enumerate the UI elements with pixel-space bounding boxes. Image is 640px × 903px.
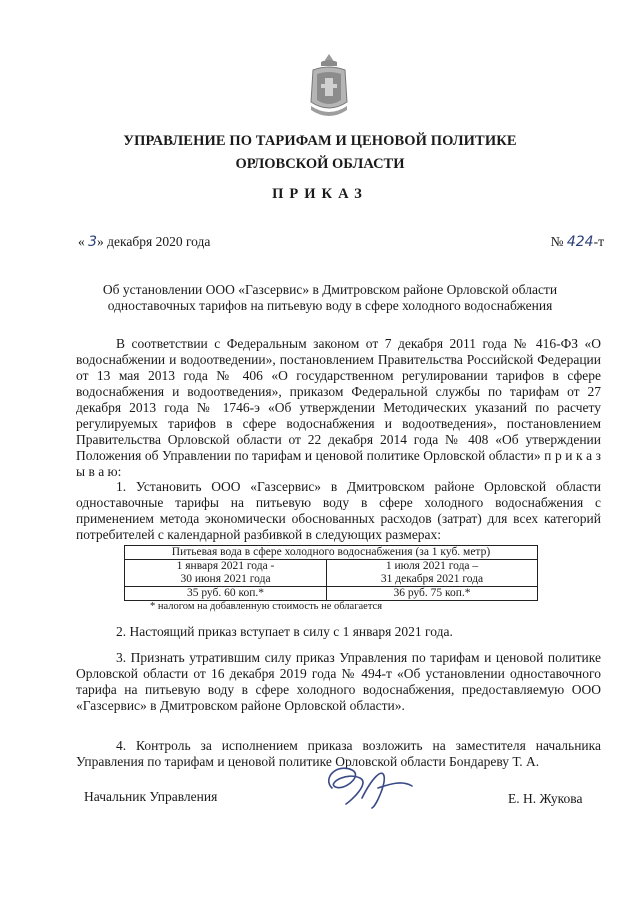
number-suffix: -т — [593, 234, 604, 249]
document-number — [551, 234, 604, 250]
preamble-paragraph: В соответствии с Федеральным законом от 7 декабря 2011 года № 416-ФЗ «О водоснабжении и водоотведении», постановлением Правительства Российской Федерации от 13 мая 2013 года № 406 «О государственном регулировании тарифов в сфере водоснабжения и водоотведения», приказом Федеральной службы по тарифам от 27 декабря 2013 года № 1746-э «Об утверждении Методических указаний по расчету регулируемых тарифов в сфере водоснабжения и водоотведения», постановлением Правительства Орловской области от 22 декабря 2014 года № 408 «Об утверждении Положения об Управлении по тарифам и ценовой политике Орловской области» п р и к а з ы в а ю: — [76, 336, 601, 479]
vat-footnote: * налогом на добавленную стоимость не облагается — [150, 601, 383, 612]
tariff-period-2 — [327, 560, 538, 587]
period-2-end: 31 декабря 2021 года — [380, 573, 484, 585]
document-date — [78, 234, 210, 250]
date-day-handwritten: 3 — [88, 234, 98, 250]
tariff-period-1 — [125, 560, 327, 587]
clause-1-paragraph: 1. Установить ООО «Газсервис» в Дмитровском районе Орловской области одноставочные тарифы на питьевую воду в сфере холодного водоснабжения с применением метода экономически обоснованных расходов (затрат) для всех категорий потребителей с календарной разбивкой в следующих размерах: — [76, 479, 601, 542]
clause-2-paragraph: 2. Настоящий приказ вступает в силу с 1 января 2021 года. — [116, 624, 453, 639]
tariff-price-1: 35 руб. 60 коп.* — [125, 587, 327, 601]
period-1-start: 1 января 2021 года - — [176, 560, 275, 572]
tariff-table-header: Питьевая вода в сфере холодного водоснабжения (за 1 куб. метр) — [125, 546, 538, 560]
period-1-end: 30 июня 2021 года — [180, 573, 271, 585]
number-label: № — [550, 234, 564, 249]
subject-line-2: одноставочных тарифов на питьевую воду в сфере холодного водоснабжения — [107, 298, 553, 313]
date-rest: » декабря 2020 года — [97, 234, 211, 249]
authority-region: ОРЛОВСКОЙ ОБЛАСТИ — [235, 156, 405, 172]
tariff-price-2: 36 руб. 75 коп.* — [327, 587, 538, 601]
clause-4-paragraph: 4. Контроль за исполнением приказа возложить на заместителя начальника Управления по тарифам и ценовой политике Орловской области Бондареву Т. А. — [76, 738, 601, 769]
clause-3-paragraph: 3. Признать утратившим силу приказ Управления по тарифам и ценовой политике Орловской области от 16 декабря 2019 года № 494-т «Об установлении одноставочного тарифа на питьевую воду в сфере холодного водоснабжения, предоставляемую ООО «Газсервис» в Дмитровском районе Орловской области». — [76, 650, 601, 713]
number-handwritten: 424 — [566, 234, 594, 250]
document-subject — [80, 282, 580, 314]
signatory-position: Начальник Управления — [84, 789, 218, 804]
coat-of-arms-icon — [307, 52, 351, 124]
subject-line-1: Об установлении ООО «Газсервис» в Дмитровском районе Орловской области — [102, 282, 558, 297]
handwritten-signature-icon — [312, 758, 422, 812]
tariff-table — [124, 545, 538, 601]
period-2-start: 1 июля 2021 года – — [385, 560, 479, 572]
signatory-name: Е. Н. Жукова — [508, 791, 583, 806]
date-open-quote: « — [78, 234, 85, 249]
authority-title: УПРАВЛЕНИЕ ПО ТАРИФАМ И ЦЕНОВОЙ ПОЛИТИКЕ — [123, 133, 517, 149]
document-type: ПРИКАЗ — [272, 186, 368, 202]
